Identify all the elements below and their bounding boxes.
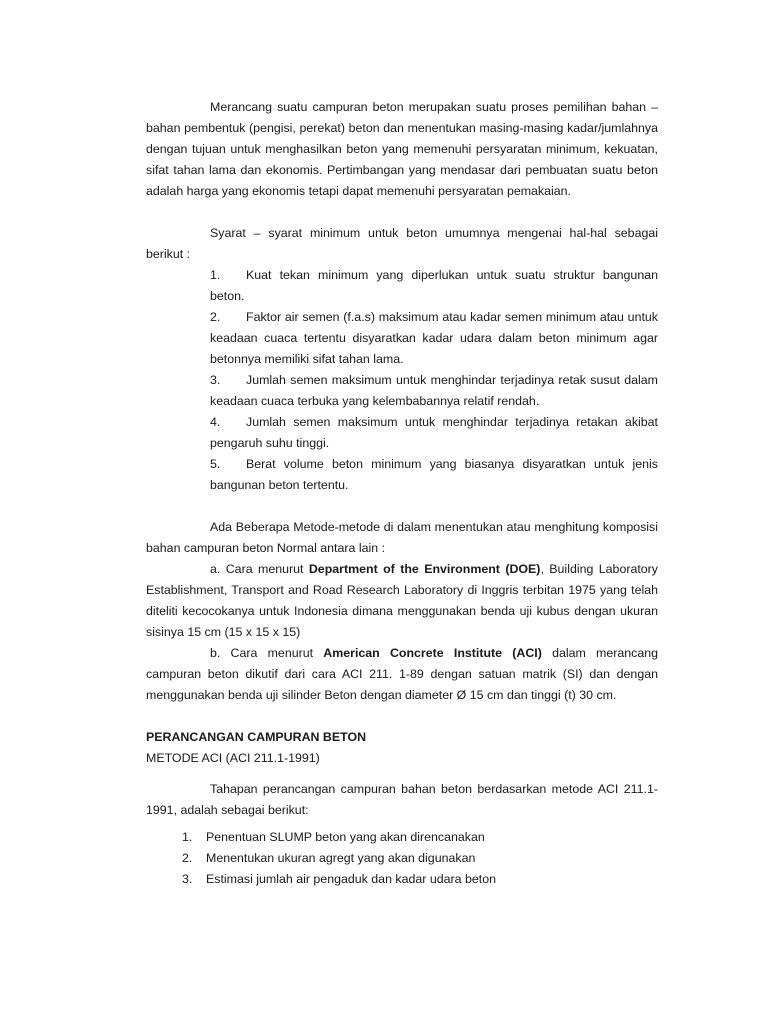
method-a-paragraph: a. Cara menurut Department of the Environment (DOE), Building Laboratory Establishment, Transport and Road Research Laboratory di Inggris terbitan 1975 yang telah diteliti kecocokanya untuk Indonesia dimana menggunakan benda uji kubus dengan ukuran sisinya 15 cm (15 x 15 x 15) bbox=[146, 562, 659, 639]
req-1-text: Kuat tekan minimum yang diperlukan untuk suatu struktur bangunan beton. bbox=[210, 268, 658, 303]
step-1-number: 1. bbox=[182, 830, 193, 844]
methods-intro: Ada Beberapa Metode-metode di dalam menentukan atau menghitung komposisi bahan campuran beton Normal antara lain : bbox=[146, 520, 658, 555]
method-b-paragraph: b. Cara menurut American Concrete Institute (ACI) dalam merancang campuran beton dikutif dari cara ACI 211. 1-89 dengan satuan matrik (SI) dan dengan menggunakan benda uji silinder Beton dengan diameter Ø 15 cm dan tinggi (t) 30 cm. bbox=[146, 646, 659, 702]
req-5-number: 5. bbox=[210, 457, 221, 471]
req-3-text: Jumlah semen maksimum untuk menghindar terjadinya retak susut dalam keadaan cuaca terbuka yang kelembabannya relatif rendah. bbox=[210, 373, 658, 408]
step-1-text: Penentuan SLUMP beton yang akan direncanakan bbox=[206, 830, 485, 844]
step-3-text: Estimasi jumlah air pengaduk dan kadar udara beton bbox=[206, 872, 496, 886]
req-4-number: 4. bbox=[210, 415, 221, 429]
req-3-number: 3. bbox=[210, 373, 221, 387]
requirements-intro: Syarat – syarat minimum untuk beton umumnya mengenai hal-hal sebagai berikut : bbox=[146, 226, 658, 261]
step-3-number: 3. bbox=[182, 872, 193, 886]
req-2-text: Faktor air semen (f.a.s) maksimum atau kadar semen minimum atau untuk keadaan cuaca tertentu disyaratkan kadar udara dalam beton minimum agar betonnya memiliki sifat tahan lama. bbox=[210, 310, 658, 366]
req-1-number: 1. bbox=[210, 268, 221, 282]
doe-term: Department of the Environment (DOE) bbox=[308, 562, 541, 576]
req-4-text: Jumlah semen maksimum untuk menghindar terjadinya retakan akibat pengaruh suhu tinggi. bbox=[210, 415, 658, 450]
section-subheading: METODE ACI (ACI 211.1-1991) bbox=[146, 751, 320, 765]
req-5-text: Berat volume beton minimum yang biasanya disyaratkan untuk jenis bangunan beton tertentu. bbox=[210, 457, 658, 492]
section-heading: PERANCANGAN CAMPURAN BETON bbox=[146, 730, 367, 744]
aci-term: American Concrete Institute (ACI) bbox=[323, 646, 542, 660]
step-2-number: 2. bbox=[182, 851, 193, 865]
req-2-number: 2. bbox=[210, 310, 221, 324]
intro-paragraph: Merancang suatu campuran beton merupakan suatu proses pemilihan bahan – bahan pembentuk (pengisi, perekat) beton dan menentukan masing-masing kadar/jumlahnya dengan tujuan untuk menghasilkan beton yang memenuhi persyaratan minimum, kekuatan, sifat tahan lama dan ekonomis. Pertimbangan yang mendasar dari pembuatan suatu beton adalah harga yang ekonomis tetapi dapat memenuhi persyaratan pemakaian. bbox=[146, 100, 658, 198]
steps-intro: Tahapan perancangan campuran bahan beton berdasarkan metode ACI 211.1-1991, adalah sebagai berikut: bbox=[146, 782, 658, 817]
step-2-text: Menentukan ukuran agregt yang akan digunakan bbox=[206, 851, 476, 865]
